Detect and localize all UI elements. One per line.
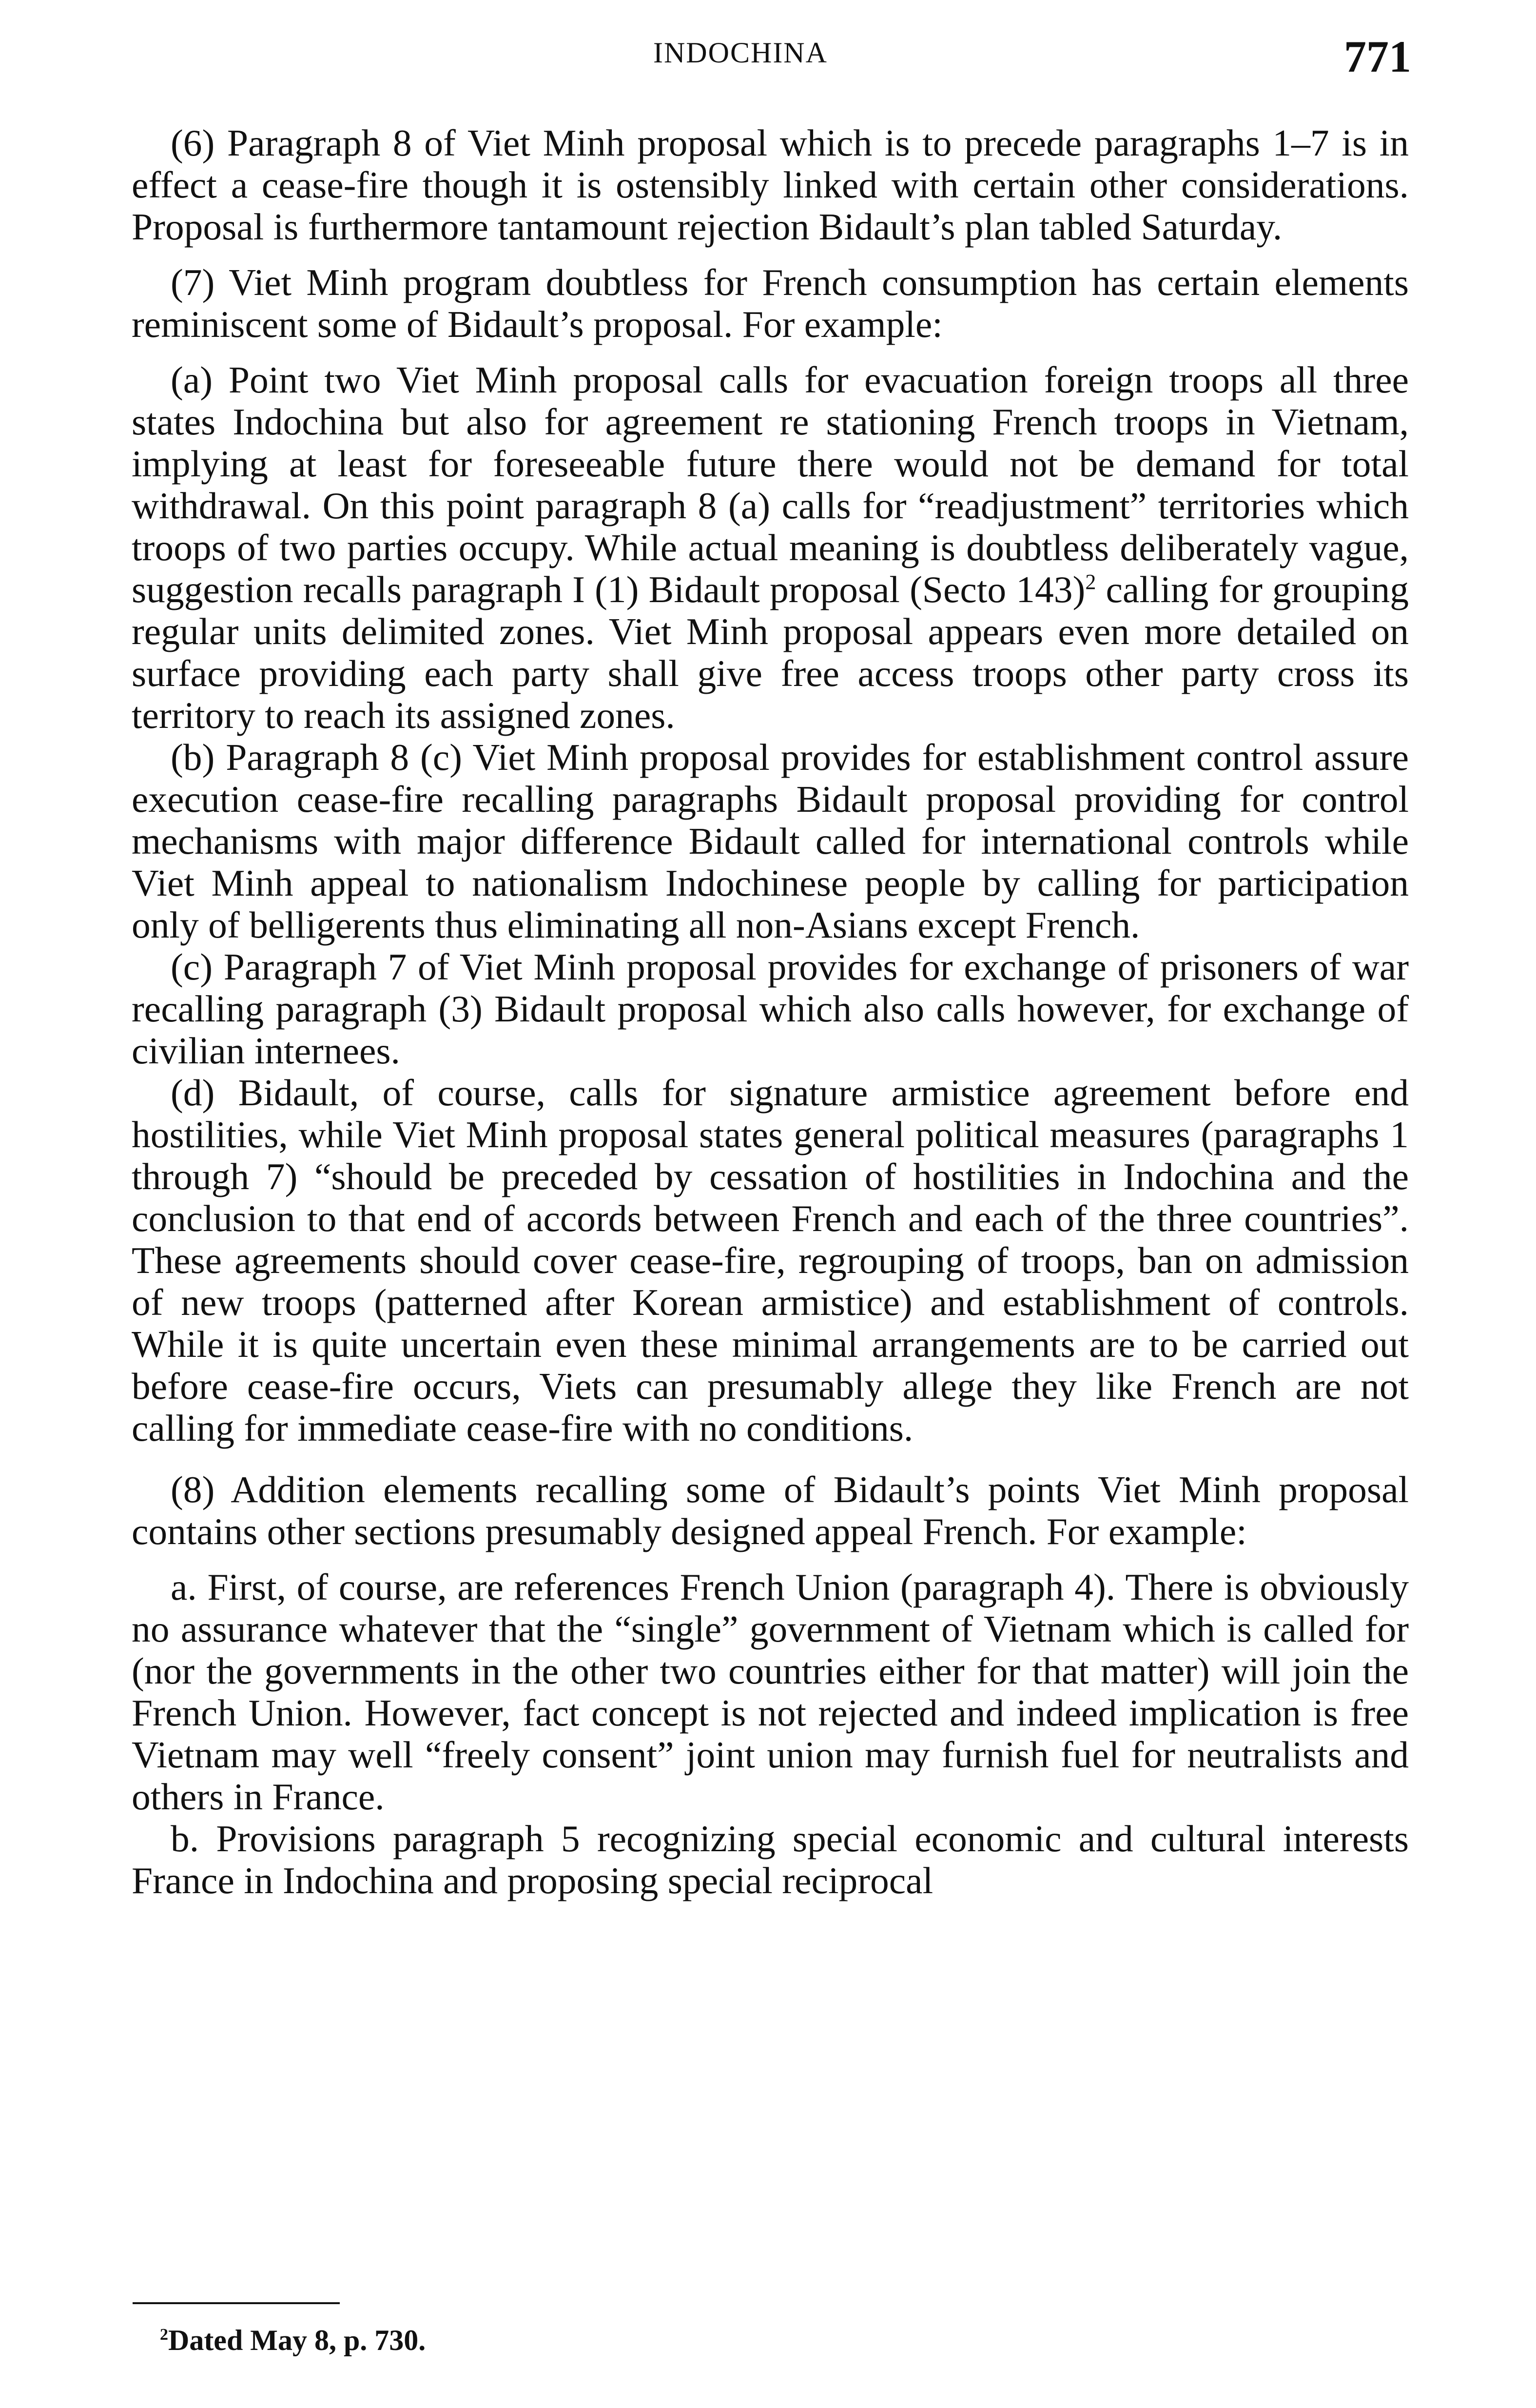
paragraph-8b: b. Provisions paragraph 5 recognizing special economic and cultural interests France in Indochina and proposing special reciprocal (132, 1818, 1409, 1901)
footnote-reference: 2 (1085, 570, 1096, 594)
paragraph-7a-continued: calling for grouping regular units delimited zones. Viet Minh proposal appears even more detailed on surface providing each party shall give free access troops other party cross its territory to reach its assigned zones. (132, 568, 1409, 736)
paragraph-7b: (b) Paragraph 8 (c) Viet Minh proposal provides for establishment control assure execution cease-fire recalling paragraphs Bidault proposal providing for control mechanisms with major difference Bidault called for international controls while Viet Minh appeal to nationalism Indochinese people by calling for participation only of belligerents thus eliminating all non-Asians except French. (132, 736, 1409, 946)
body-text (132, 122, 1409, 1901)
footnote (160, 2326, 426, 2355)
paragraph-7: (7) Viet Minh program doubtless for French consumption has certain elements reminiscent some of Bidault’s proposal. For example: (132, 261, 1409, 345)
running-head: INDOCHINA (653, 37, 828, 69)
footnote-marker: 2 (160, 2326, 168, 2344)
paragraph-7a-text: (a) Point two Viet Minh proposal calls for evacuation foreign troops all three states Indochina but also for agreement re stationing French troops in Vietnam, implying at least for foreseeable future there would not be demand for total withdrawal. On this point paragraph 8 (a) calls for “readjustment” territories which troops of two parties occupy. While actual meaning is doubtless deliberately vague, suggestion recalls paragraph I (1) Bidault proposal (Secto 143) (132, 359, 1409, 610)
paragraph-8: (8) Addition elements recalling some of Bidault’s points Viet Minh proposal contains other sections presumably designed appeal French. For example: (132, 1468, 1409, 1552)
paragraph-7a (132, 359, 1409, 736)
paragraph-8a: a. First, of course, are references French Union (paragraph 4). There is obviously no assurance whatever that the “single” government of Vietnam which is called for (nor the governments in the other two countries either for that matter) will join the French Union. However, fact concept is not rejected and indeed implication is free Vietnam may well “freely consent” joint union may furnish fuel for neutralists and others in France. (132, 1566, 1409, 1818)
footnote-rule (133, 2302, 340, 2304)
paragraph-7c: (c) Paragraph 7 of Viet Minh proposal provides for exchange of prisoners of war recalling paragraph (3) Bidault proposal which also calls however, for exchange of civilian internees. (132, 946, 1409, 1072)
page-number: 771 (1344, 32, 1411, 81)
paragraph-7d: (d) Bidault, of course, calls for signature armistice agreement before end hostilities, while Viet Minh proposal states general political measures (paragraphs 1 through 7) “should be preceded by cessation of hostilities in Indochina and the conclusion to that end of accords between French and each of the three countries”. These agreements should cover cease-fire, regrouping of troops, ban on admission of new troops (patterned after Korean armistice) and establishment of controls. While it is quite uncertain even these minimal arrangements are to be carried out before cease-fire occurs, Viets can presumably allege they like French are not calling for immediate cease-fire with no conditions. (132, 1072, 1409, 1449)
paragraph-6: (6) Paragraph 8 of Viet Minh proposal which is to precede paragraphs 1–7 is in effect a cease-fire though it is ostensibly linked with certain other considerations. Proposal is furthermore tantamount rejection Bidault’s plan tabled Saturday. (132, 122, 1409, 248)
footnote-text: Dated May 8, p. 730. (168, 2324, 426, 2356)
